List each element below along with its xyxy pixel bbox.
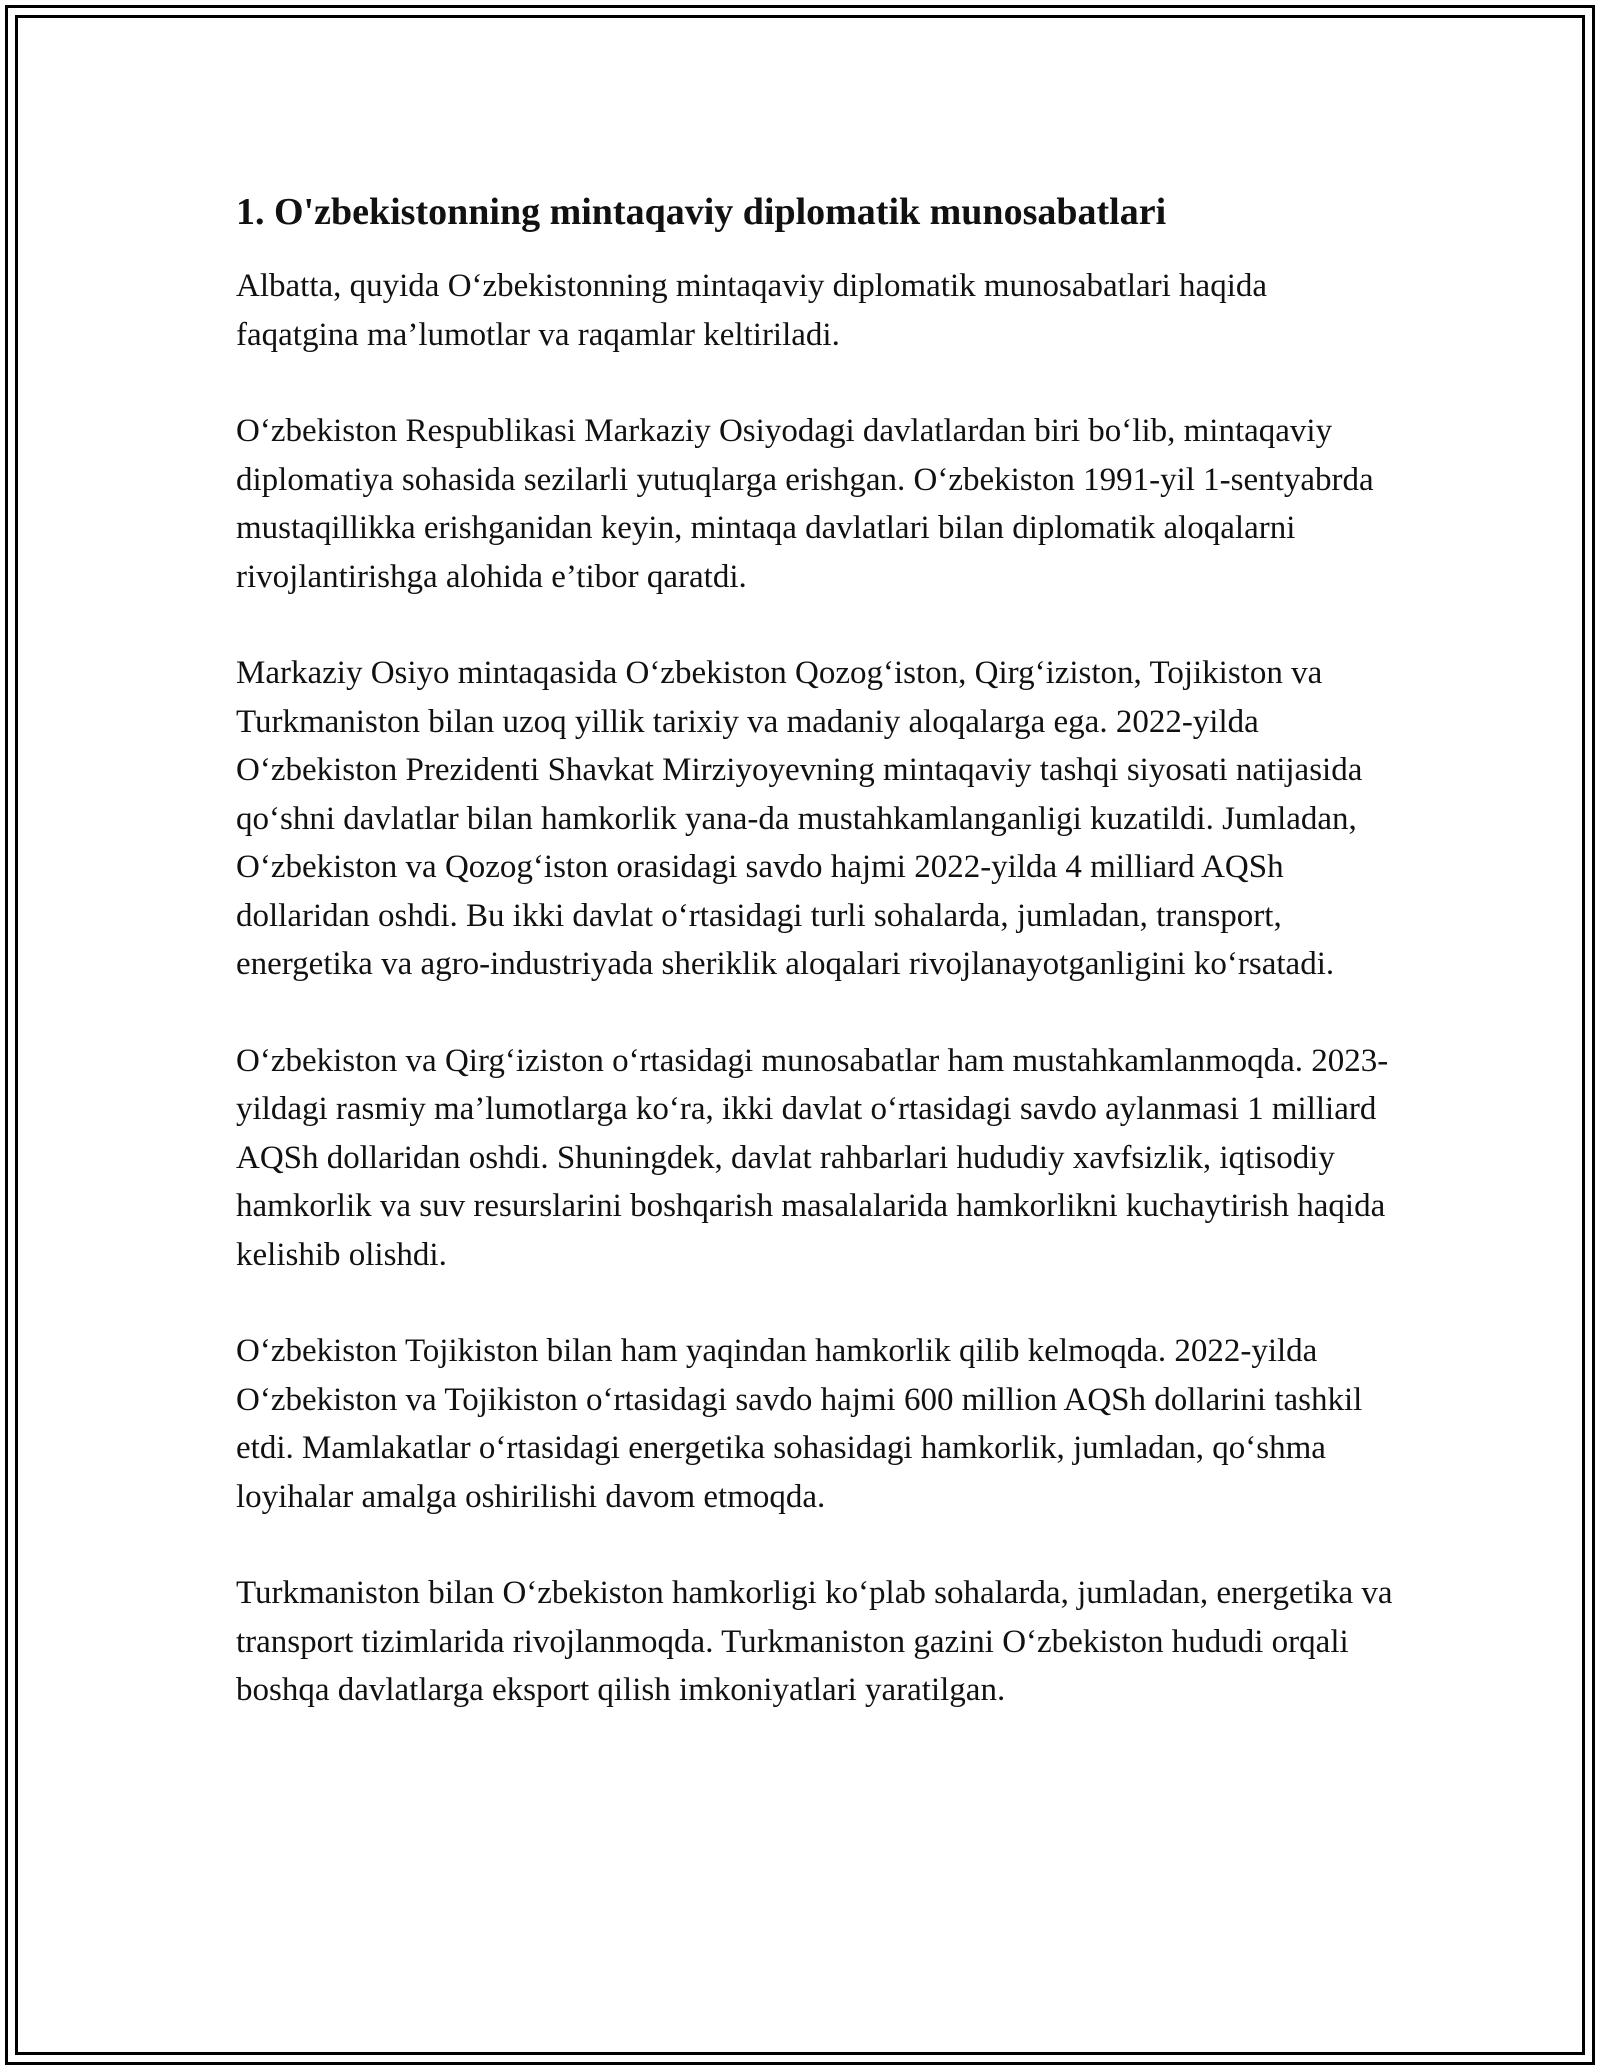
paragraph-tajikistan: O‘zbekiston Tojikiston bilan ham yaqindan hamkorlik qilib kelmoqda. 2022-yilda O‘zbekiston va Tojikiston o‘rtasidagi savdo hajmi 600 million AQSh dollarini tashkil etdi. Mamlakatlar o‘rtasidagi energetika sohasidagi hamkorlik, jumladan, qo‘shma loyihalar amalga oshirilishi davom etmoqda. bbox=[236, 1333, 1363, 1515]
paragraph-intro: Albatta, quyida O‘zbekistonning mintaqaviy diplomatik munosabatlari haqida faqatgina ma’lumotlar va raqamlar keltiriladi. bbox=[236, 268, 1268, 353]
paragraph-kazakhstan: Markaziy Osiyo mintaqasida O‘zbekiston Qozog‘iston, Qirg‘iziston, Tojikiston va Turkmaniston bilan uzoq yillik tarixiy va madaniy aloqalarga ega. 2022-yilda O‘zbekiston Prezidenti Shavkat Mirziyoyevning mintaqaviy tashqi siyosati natijasida qo‘shni davlatlar bilan hamkorlik yana-da mustahkamlanganligi kuzatildi. Jumladan, O‘zbekiston va Qozog‘iston orasidagi savdo hajmi 2022-yilda 4 milliard AQSh dollaridan oshdi. Bu ikki davlat o‘rtasidagi turli sohalarda, jumladan, transport, energetika va agro-industriyada sheriklik aloqalari rivojlanayotganligini ko‘rsatadi. bbox=[236, 655, 1363, 982]
paragraph-kyrgyzstan: O‘zbekiston va Qirg‘iziston o‘rtasidagi munosabatlar ham mustahkamlanmoqda. 2023-yildagi rasmiy ma’lumotlarga ko‘ra, ikki davlat o‘rtasidagi savdo aylanmasi 1 milliard AQSh dollaridan oshdi. Shuningdek, davlat rahbarlari hududiy xavfsizlik, iqtisodiy hamkorlik va suv resurslarini boshqarish masalalarida hamkorlikni kuchaytirish haqida kelishib olishdi. bbox=[236, 1042, 1389, 1273]
section-heading: 1. O'zbekistonning mintaqaviy diplomatik munosabatlari bbox=[236, 191, 1167, 233]
paragraph-independence: O‘zbekiston Respublikasi Markaziy Osiyodagi davlatlardan biri bo‘lib, mintaqaviy diplomatiya sohasida sezilarli yutuqlarga erishgan. O‘zbekiston 1991-yil 1-sentyabrda mustaqillikka erishganidan keyin, mintaqa davlatlari bilan diplomatik aloqalarni rivojlantirishga alohida e’tibor qaratdi. bbox=[236, 413, 1374, 595]
paragraph-turkmenistan: Turkmaniston bilan O‘zbekiston hamkorligi ko‘plab sohalarda, jumladan, energetika va transport tizimlarida rivojlanmoqda. Turkmaniston gazini O‘zbekiston hududi orqali boshqa davlatlarga eksport qilish imkoniyatlari yaratilgan. bbox=[236, 1575, 1393, 1708]
document-body bbox=[236, 188, 1396, 1763]
